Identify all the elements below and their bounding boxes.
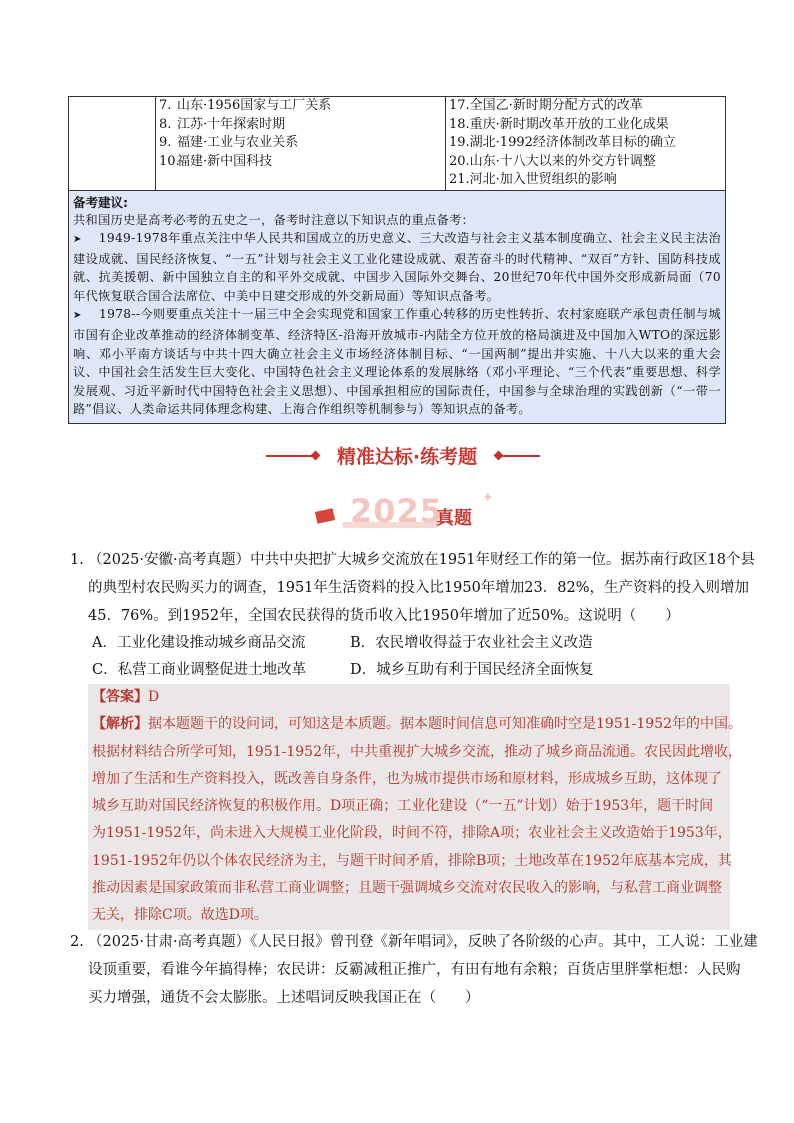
options-row <box>70 657 730 684</box>
list-item: 9. 福建·工业与农业关系 <box>159 135 299 150</box>
answer-value: D <box>148 689 160 705</box>
list-item: 21.河北·加入世贸组织的影响 <box>449 172 617 187</box>
question-line: 买力增强，通货不会太膨胀。上述唱词反映我国正在（ ） <box>88 990 480 1006</box>
analysis-line: 推动因素是国家政策而非私营工商业调整；且题干强调城乡交流对农民收入的影响，与私营工商业调整 <box>92 880 722 897</box>
left-topic-list <box>156 97 446 191</box>
advice-paragraph-2: ➤ 1978--今则要重点关注十一届三中全会实现党和国家工作重心转移的历史性转折、农村家庭联产承包责任制与城市国有企业改革推动的经济体制变革、经济特区-沿海开放城市-内陆全方位开放的格局演进及中国加入WTO的深远影响、邓小平南方谈话与中共十四大确立社会主义市场经济体制目标、“一国两制”提出并实施、十八大以来的重大会议、中国社会生活发生巨大变化、中国特色社会主义理论体系的发展脉络（邓小平理论、“三个代表”重要思想、科学发展观、习近平新时代中国特色社会主义思想）、中国承担相应的国际责任，中国参与全球治理的实践创新（“一带一路”倡议、人类命运共同体理念构建、上海合作组织等机制参与）等知识点的备考。 <box>73 307 721 417</box>
question-line: 的典型村农民购买力的调查，1951年生活资料的投入比1950年增加23．82%，生产资料的投入则增加 <box>88 580 749 596</box>
question-line: 设顶重要，看谁今年搞得棒；农民讲：反霸减租正推广，有田有地有余粮；百货店里胖掌柜想：人民购 <box>88 962 741 978</box>
flag-icon <box>315 508 335 523</box>
list-item: 8. 江苏·十年探索时期 <box>159 116 286 132</box>
question-number: 1. <box>70 552 84 568</box>
topic-row <box>69 97 726 191</box>
analysis-line: 根据材料结合所学可知，1951-1952年，中共重视扩大城乡交流，推动了城乡商品流通。农民因此增收， <box>92 743 742 760</box>
analysis-line: 【解析】据本题题干的设问词，可知这是本质题。据本题时间信息可知准确时空是1951-1952年的中国。 <box>92 716 742 733</box>
blank-cell <box>69 97 156 191</box>
banner-diamond-icon <box>311 451 321 461</box>
analysis-line: 1951-1952年仍以个体农民经济为主，与题干时间矛盾，排除B项；土地改革在1952年底基本完成，其 <box>92 852 732 869</box>
analysis-line: 为1951-1952年，尚未进入大规模工业化阶段，时间不符，排除A项；农业社会主义改造始于1953年， <box>92 825 732 842</box>
arrow-bullet-icon: ➤ <box>73 234 82 246</box>
banner-line-left <box>266 455 312 457</box>
question-1 <box>70 546 755 684</box>
advice-paragraph-1: ➤ 1949-1978年重点关注中华人民共和国成立的历史意义、三大改造与社会主义基本制度确立、社会主义民主法治建设成就、国民经济恢复、“一五”计划与社会主义工业化建设成就、艰苦奋斗的时代精神、“双百”方针、国防科技成就、抗美援朝、新中国独立自主的和平外交成就、中国步入国际外交舞台、20世纪70年代中国外交形成新局面（70年代恢复联合国合法席位、中美中日建交形成的外交新局面）等知识点备考。 <box>73 231 721 303</box>
analysis-line: 无关，排除C项。故选D项。 <box>92 907 268 924</box>
option-b[interactable]: B．农民增收得益于农业社会主义改造 <box>350 635 593 651</box>
arrow-bullet-icon: ➤ <box>73 310 82 322</box>
badge-label: 真题 <box>436 508 472 529</box>
option-d[interactable]: D．城乡互助有利于国民经济全面恢复 <box>350 662 594 678</box>
question-line: 1. （2025·安徽·高考真题）中共中央把扩大城乡交流放在1951年财经工作的第一位。据苏南行政区18个县 <box>70 546 730 574</box>
answer-box <box>88 684 742 930</box>
question-line: 45．76%。到1952年，全国农民获得的货币收入比1950年增加了近50%。这说明（ ） <box>88 608 680 624</box>
advice-intro: 共和国历史是高考必考的五史之一，备考时注意以下知识点的重点备考： <box>73 212 475 227</box>
year-badge <box>314 492 498 536</box>
sparkle-icon: ✦ <box>482 490 494 506</box>
analysis-line: 增加了生活和生产资料投入，既改善自身条件，也为城市提供市场和原材料，形成城乡互助，这体现了 <box>92 770 722 787</box>
list-item: 10.福建·新中国科技 <box>159 153 273 169</box>
question-number: 2. <box>70 934 84 950</box>
question-2 <box>70 928 758 1012</box>
advice-row <box>69 190 726 424</box>
list-item: 19.湖北·1992经济体制改革目标的确立 <box>449 135 676 150</box>
list-item: 18.重庆·新时期改革开放的工业化成果 <box>449 116 669 132</box>
options-row <box>70 630 730 657</box>
list-item: 7. 山东·1956国家与工厂关系 <box>159 98 332 113</box>
answer-line <box>88 684 730 711</box>
analysis-line: 城乡互助对国民经济恢复的积极作用。D项正确；工业化建设（“一五”计划）始于1953年，题干时间 <box>92 798 714 815</box>
option-a[interactable]: A．工业化建设推动城乡商品交流 <box>92 635 306 651</box>
section-banner <box>266 441 540 469</box>
question-line: 2. （2025·甘肃·高考真题）《人民日报》曾刊登《新年唱词》，反映了各阶级的心声。其中，工人说：工业建 <box>70 928 730 956</box>
list-item: 20.山东·十八大以来的外交方针调整 <box>449 153 656 169</box>
option-c[interactable]: C．私营工商业调整促进土地改革 <box>92 662 307 678</box>
analysis-tag: 【解析】 <box>92 716 148 733</box>
answer-tag: 【答案】 <box>92 689 148 705</box>
advice-title: 备考建议: <box>73 194 128 210</box>
advice-cell <box>69 190 726 424</box>
badge-year: 2025 <box>350 492 444 530</box>
list-item: 17.全国乙·新时期分配方式的改革 <box>449 98 643 113</box>
topic-table <box>68 96 726 424</box>
right-topic-list <box>446 97 726 191</box>
banner-line-right <box>502 455 540 457</box>
banner-title: 精准达标·练考题 <box>336 446 478 468</box>
